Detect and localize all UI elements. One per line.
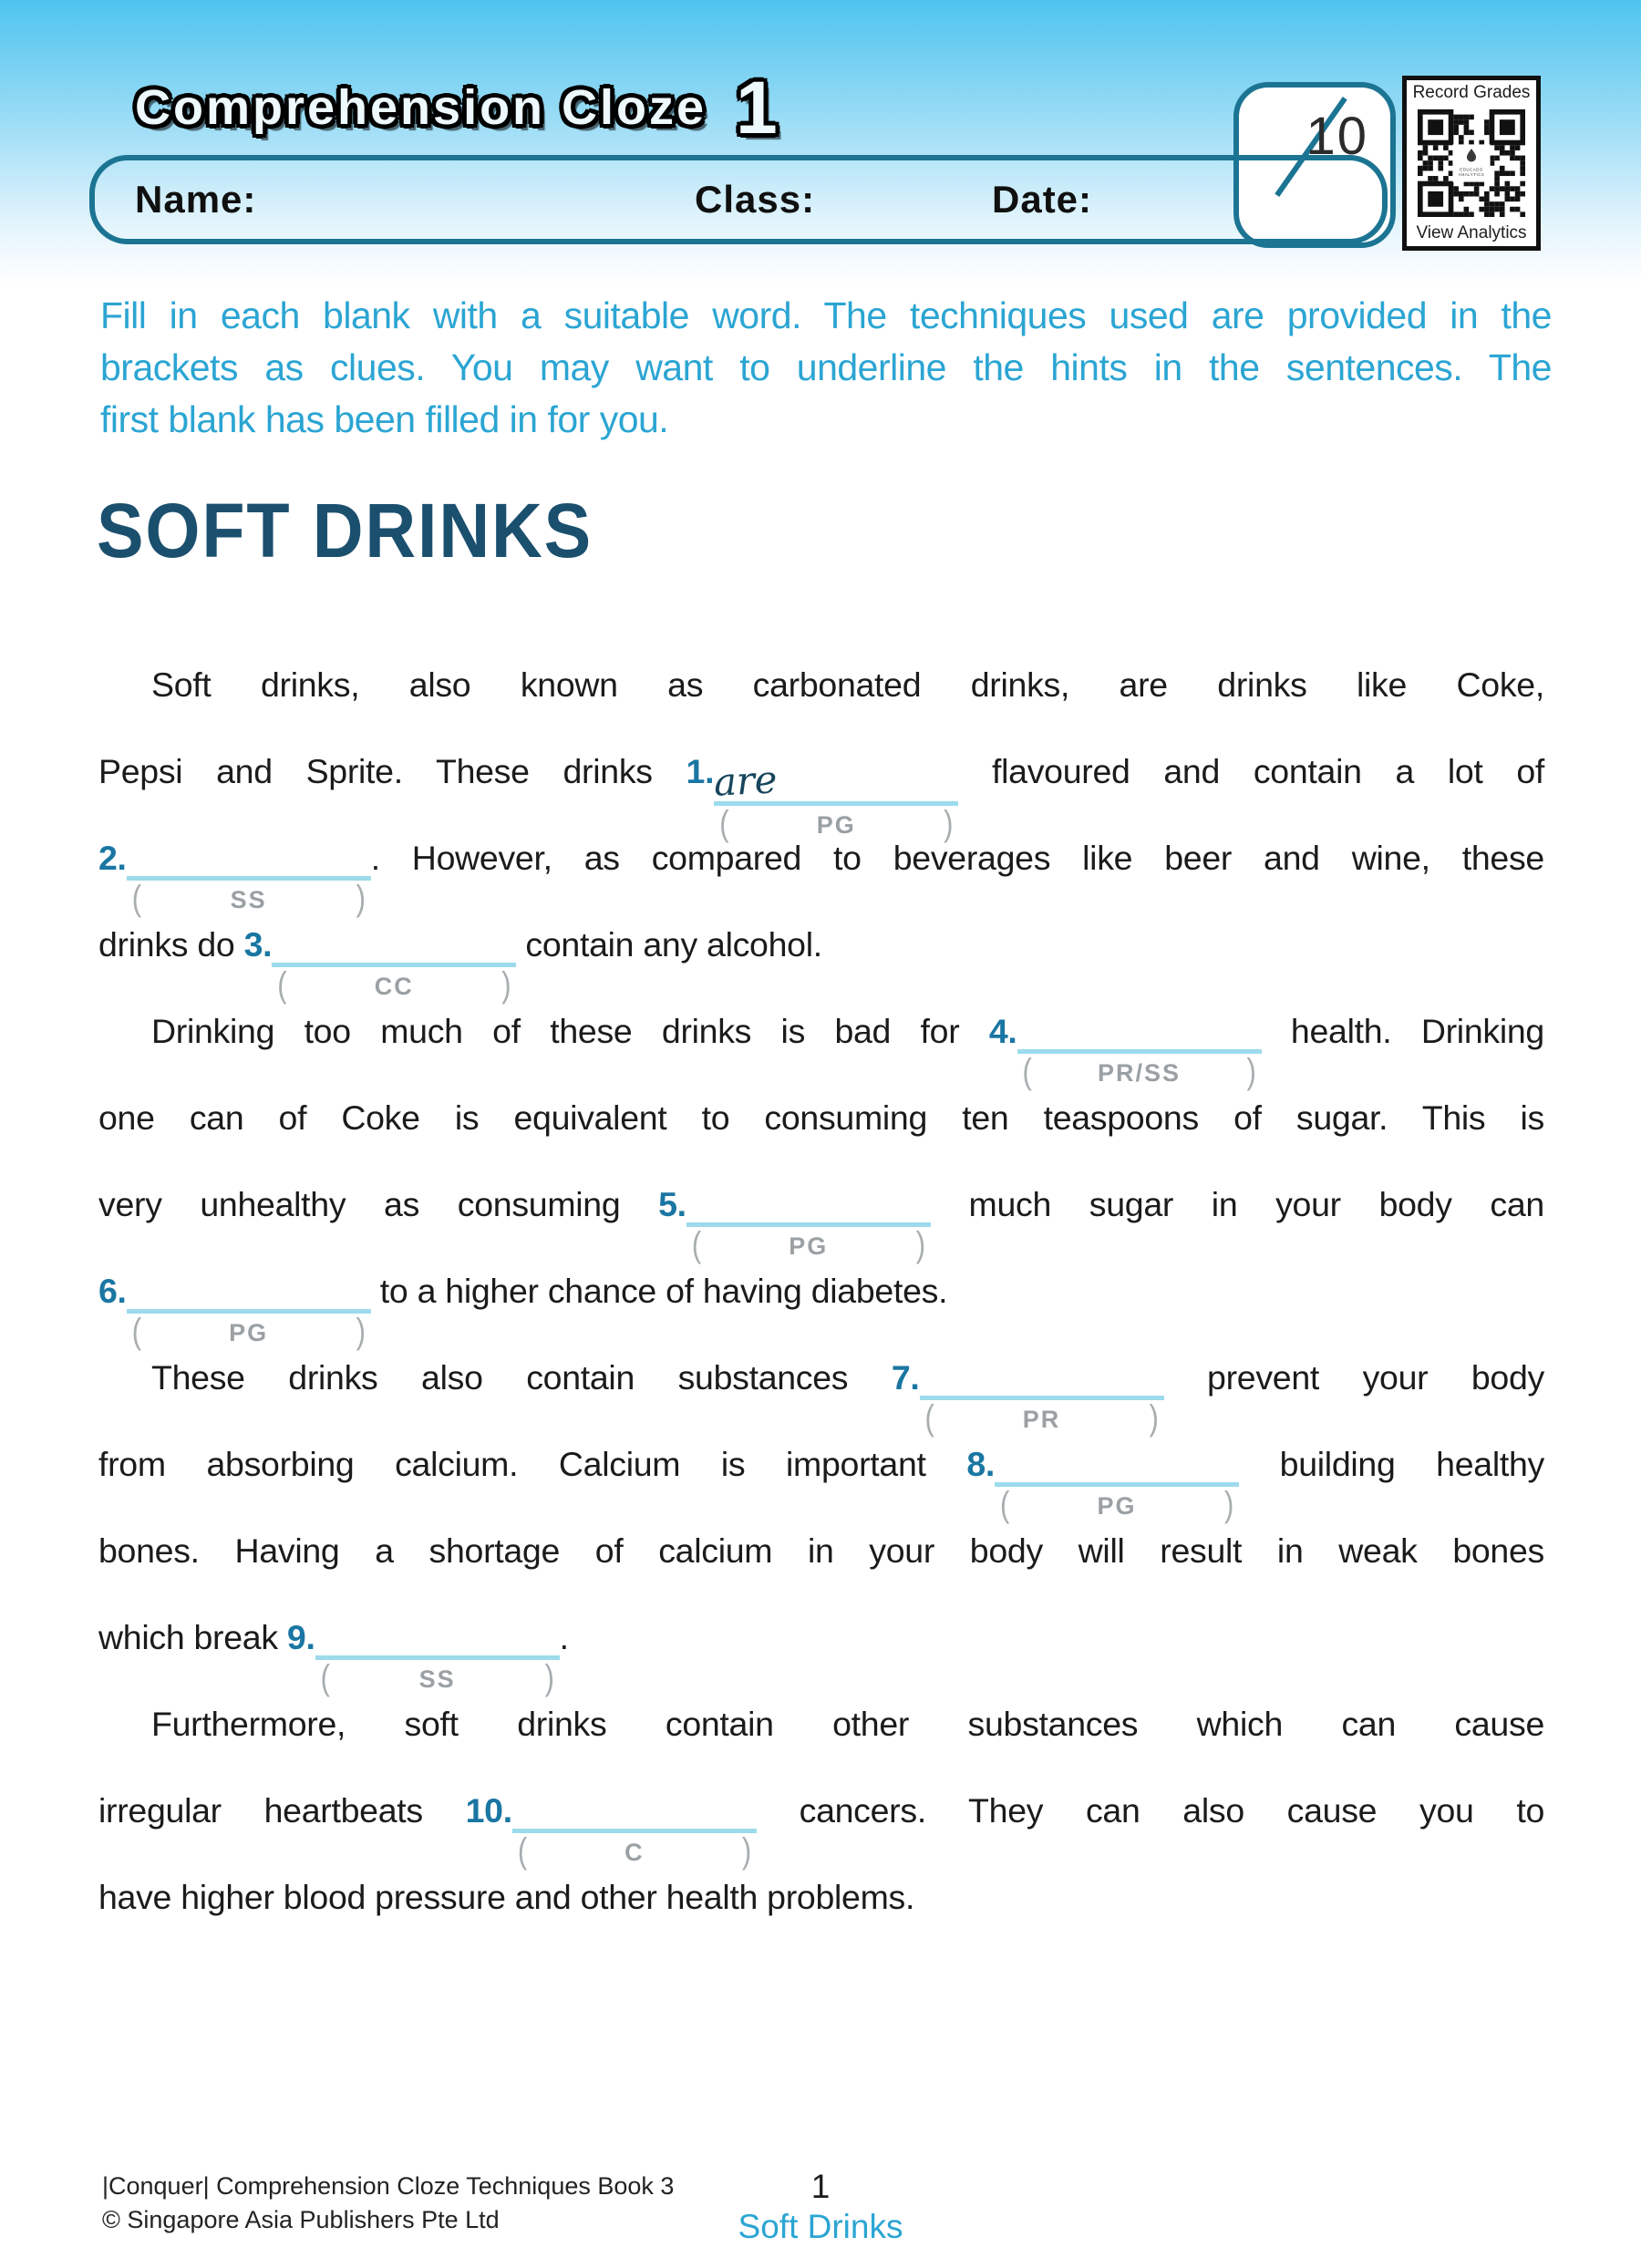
instructions-line: Fill in each blank with a suitable word. The techniques used are provided in the [100,294,1552,336]
instructions-line: first blank has been filled in for you. [100,398,669,440]
hint-code: PR/SS [1097,1059,1182,1087]
passage-text: drinks do [98,925,244,964]
technique-hint [691,1224,925,1265]
hint-open-paren: ( [924,1397,934,1438]
hint-open-paren: ( [1022,1051,1032,1092]
passage-line [98,1441,1544,1528]
passage-text: much sugar in your body can [930,1185,1544,1223]
passage-line [98,1701,1544,1788]
hint-code: SS [230,886,267,913]
passage-text: Furthermore, soft drinks contain other substances which can cause [151,1705,1544,1743]
passage-text: prevent your body [1163,1358,1544,1397]
passage-text: from absorbing calcium. Calcium is important [98,1445,967,1483]
passage-line [98,922,1544,1008]
blank-underline[interactable] [712,757,958,844]
technique-hint [277,964,511,1005]
passage-text: These drinks also contain substances [151,1358,892,1397]
blank-number: 8. [966,1445,995,1483]
technique-hint [1000,1484,1233,1525]
technique-hint [320,1657,554,1698]
qr-panel[interactable] [1402,76,1541,251]
passage-text: . However, as compared to beverages like beer and wine, these [370,839,1544,877]
passage-text: health. Drinking [1261,1012,1544,1050]
hint-open-paren: ( [517,1830,527,1871]
technique-hint [1022,1051,1256,1092]
blank-number: 7. [891,1358,920,1397]
hint-close-paren: ) [944,803,954,844]
worksheet-title [135,66,780,151]
passage-line [98,1355,1544,1441]
passage-line [98,1874,1544,1961]
hint-open-paren: ( [131,878,141,919]
passage-text: . [559,1618,569,1656]
hint-close-paren: ) [1223,1484,1233,1525]
passage-line [98,1268,1544,1355]
hint-close-paren: ) [501,964,511,1005]
blank-number: 9. [286,1618,315,1656]
qr-code-icon [1418,109,1525,217]
footer-book-title: |Conquer| Comprehension Cloze Techniques Book 3 [102,2172,675,2200]
hint-close-paren: ) [1246,1051,1256,1092]
blank-number: 1. [686,752,715,790]
hint-open-paren: ( [277,964,287,1005]
student-info-box [89,155,1388,244]
date-label: Date: [992,178,1093,221]
hint-open-paren: ( [1000,1484,1010,1525]
technique-hint [517,1830,751,1871]
passage-text: bones. Having a shortage of calcium in your body will result in weak bones [98,1531,1544,1570]
passage-line [98,1528,1544,1614]
cloze-blank-6[interactable] [98,1268,371,1352]
qr-center-label-2: ANALYTICS [1458,172,1485,178]
hint-code: CC [374,973,414,1000]
page-number: 1 [810,2168,831,2205]
blank-number: 4. [988,1012,1017,1050]
cloze-blank-3[interactable] [243,922,517,1005]
passage-title: SOFT DRINKS [97,488,593,573]
passage-text: flavoured and contain a lot of [958,752,1544,790]
passage-text: to a higher chance of having diabetes. [370,1272,948,1310]
instructions-line: brackets as clues. You may want to underline the hints in the sentences. The [100,346,1552,388]
hint-open-paren: ( [691,1224,701,1265]
name-label: Name: [135,178,257,221]
passage-lines [98,662,1544,1961]
passage-line [98,1181,1544,1268]
blank-underline[interactable] [512,1789,757,1871]
footer-publisher: © Singapore Asia Publishers Pte Ltd [102,2206,500,2233]
passage-line [98,748,1544,844]
blank-underline[interactable] [920,1356,1164,1438]
worksheet-title-text: Comprehension Cloze [135,80,707,135]
footer-section-title: Soft Drinks [738,2208,903,2245]
passage-line [98,1614,1544,1701]
hint-code: PG [816,811,856,839]
technique-hint [719,803,954,844]
handwritten-answer: are [712,757,779,805]
hint-close-paren: ) [1149,1397,1159,1438]
passage-text: cancers. They can also cause you to [756,1791,1545,1830]
passage-text: contain any alcohol. [516,925,822,964]
qr-center-label-1: EDUCADO [1460,167,1483,172]
blank-number: 5. [658,1185,686,1223]
cloze-blank-2[interactable] [98,835,371,919]
technique-hint [131,878,366,919]
instructions [100,290,1552,446]
passage-text: building healthy [1239,1445,1545,1483]
cloze-blank-9[interactable] [286,1614,560,1698]
worksheet-number: 1 [736,67,780,149]
passage-line [98,1095,1544,1181]
hint-close-paren: ) [544,1657,554,1698]
hint-open-paren: ( [320,1657,330,1698]
class-label: Class: [695,178,816,221]
blank-underline[interactable] [315,1615,560,1698]
blank-underline[interactable] [1017,1009,1262,1092]
hint-close-paren: ) [356,878,366,919]
blank-underline[interactable] [127,1269,371,1352]
passage-line [98,662,1544,748]
passage-text: Pepsi and Sprite. These drinks [98,752,686,790]
cloze-blank-8[interactable] [966,1441,1239,1525]
passage-text: irregular heartbeats [98,1791,466,1830]
passage-text: have higher blood pressure and other health problems. [98,1878,915,1916]
passage-text: one can of Coke is equivalent to consuming ten teaspoons of sugar. This is [98,1098,1544,1137]
blank-number: 2. [98,839,127,877]
blank-underline[interactable] [686,1182,931,1265]
hint-code: C [624,1839,645,1866]
passage-line [98,835,1544,922]
hint-open-paren: ( [719,803,729,844]
blank-underline[interactable] [995,1442,1239,1525]
cloze-blank-5[interactable] [658,1181,931,1265]
hint-close-paren: ) [741,1830,751,1871]
blank-number: 10. [465,1791,512,1830]
cloze-blank-10[interactable] [465,1788,757,1871]
passage-line [98,1788,1544,1874]
passage-text: which break [98,1618,287,1656]
passage-text: very unhealthy as consuming [98,1185,659,1223]
passage-text: Drinking too much of these drinks is bad for [151,1012,989,1050]
blank-underline[interactable] [127,836,371,919]
blank-number: 3. [243,925,273,964]
cloze-blank-4[interactable] [988,1008,1262,1092]
passage-line [98,1008,1544,1095]
hint-close-paren: ) [915,1224,925,1265]
hint-code: PG [1097,1492,1137,1520]
technique-hint [131,1311,366,1352]
hint-code: PR [1022,1406,1061,1433]
hint-open-paren: ( [131,1311,141,1352]
blank-underline[interactable] [272,923,516,1005]
passage-text: Soft drinks, also known as carbonated drinks, are drinks like Coke, [151,665,1544,704]
cloze-blank-7[interactable] [891,1355,1164,1438]
qr-top-label: Record Grades [1412,83,1531,102]
qr-bottom-label: View Analytics [1416,223,1527,242]
hint-code: PG [789,1232,829,1260]
hint-close-paren: ) [356,1311,366,1352]
cloze-blank-1[interactable] [686,748,959,844]
hint-code: PG [229,1319,269,1346]
hint-code: SS [418,1665,456,1693]
score-denominator: 10 [1306,107,1368,166]
technique-hint [924,1397,1159,1438]
blank-number: 6. [98,1272,127,1310]
